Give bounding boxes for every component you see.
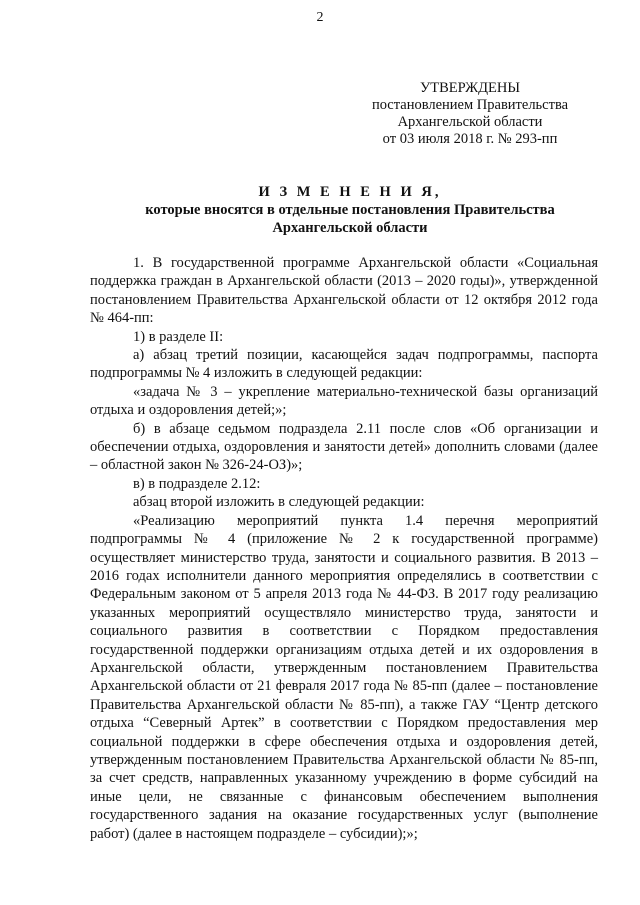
paragraph: 1. В государственной программе Архангельской области «Социальная поддержка граждан в Архангельской области (2013 – 2020 годы)», утвержденной постановлением Правительства Архангельской области от 12 октября 2012 года № 464-пп:	[90, 255, 598, 327]
title-heading: И З М Е Н Е Н И Я,	[258, 184, 442, 200]
paragraph: «задача № 3 – укрепление материально-технической базы организаций отдыха и оздоровления детей;»;	[90, 383, 598, 419]
page-number: 2	[316, 10, 324, 25]
approval-date: от 03 июля 2018 г. № 293-пп	[382, 131, 558, 147]
paragraph: абзац второй изложить в следующей редакции:	[133, 494, 425, 511]
approval-block	[340, 80, 600, 148]
paragraph: б) в абзаце седьмом подраздела 2.11 после слов «Об организации и обеспечении отдыха, оздоровления и занятости детей» дополнить словами (далее – областной закон № 326-24-ОЗ)»;	[90, 420, 598, 474]
paragraph: 1) в разделе II:	[133, 328, 224, 345]
document-title	[90, 183, 610, 237]
approval-heading: УТВЕРЖДЕНЫ	[419, 80, 521, 96]
title-subtitle: Архангельской области	[272, 220, 428, 236]
title-subtitle: которые вносятся в отдельные постановления Правительства	[145, 202, 555, 218]
approval-line: постановлением Правительства	[371, 97, 569, 113]
paragraph: в) в подразделе 2.12:	[133, 475, 261, 492]
document-body	[90, 254, 598, 843]
paragraph: а) абзац третий позиции, касающейся задач подпрограммы, паспорта подпрограммы № 4 изложить в следующей редакции:	[90, 347, 598, 382]
paragraph: «Реализацию мероприятий пункта 1.4 перечня мероприятий подпрограммы № 4 (приложение № 2 к государственной программе) осуществляет министерство труда, занятости и социального развития. В 2013 – 2016 годах исполнители данного мероприятия определялись в соответствии с Федеральным законом от 5 апреля 2013 года № 44-ФЗ. В 2017 году реализацию указанных мероприятий осуществляло министерство труда, занятости и социального развития в соответствии с Порядком предоставления государственной поддержки организациям отдыха детей и их оздоровления в Архангельской области, утвержденным постановлением Правительства Архангельской области от 21 февраля 2017 года № 85-пп (далее – постановление Правительства Архангельской области № 85-пп), а также ГАУ “Центр детского отдыха “Северный Артек” в соответствии с Порядком предоставления мер социальной поддержки в сфере обеспечения отдыха и оздоровления детей, утвержденным постановлением Правительства Архангельской области № 85-пп, за счет средств, направленных указанному учреждению в форме субсидий на иные цели, не связанные с финансовым обеспечением выполнения государственного задания на оказание государственных услуг (выполнение работ) (далее в настоящем подразделе – субсидии);»;	[90, 512, 598, 842]
approval-line: Архангельской области	[397, 114, 543, 130]
